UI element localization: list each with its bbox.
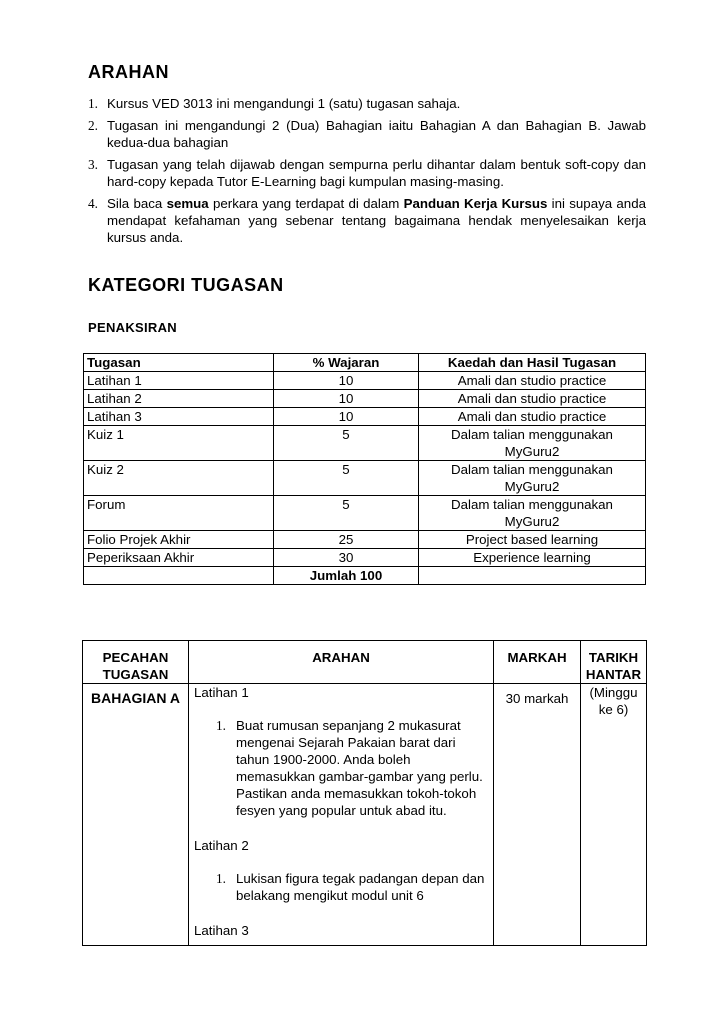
- tugasan-cell: Kuiz 1: [84, 426, 274, 461]
- document-page: [88, 58, 646, 585]
- header-wajaran: % Wajaran: [274, 354, 419, 372]
- latihan-2-label: Latihan 2: [194, 838, 249, 853]
- instruction-text: Sila baca: [107, 196, 167, 211]
- wajaran-cell: 5: [274, 496, 419, 531]
- instruction-text: perkara yang terdapat di dalam: [208, 196, 404, 211]
- penaksiran-table: [83, 353, 646, 585]
- latihan-1-list: [194, 717, 489, 819]
- penaksiran-heading: PENAKSIRAN: [88, 320, 177, 335]
- total-cell: Jumlah 100: [274, 567, 419, 585]
- instruction-text: Tugasan yang telah dijawab dengan sempurna perlu dihantar dalam bentuk soft-copy dan hard-copy kepada Tutor E-Learning bagi kumpulan masing-masing.: [107, 157, 646, 189]
- header-arahan: ARAHAN: [189, 641, 494, 684]
- latihan-1-item-text: Buat rumusan sepanjang 2 mukasurat mengenai Sejarah Pakaian barat dari tahun 1900-2000. Anda boleh memasukkan gambar-gambar yang perlu. Pastikan anda memasukkan tokoh-tokoh fesyen yang popular untuk abad itu.: [236, 718, 483, 818]
- wajaran-cell: 10: [274, 390, 419, 408]
- instruction-text: Kursus VED 3013 ini mengandungi 1 (satu) tugasan sahaja.: [107, 96, 461, 111]
- latihan-2-list: [194, 870, 489, 904]
- penaksiran-row: [84, 461, 646, 496]
- latihan-1-item-number: 1.: [216, 718, 226, 733]
- wajaran-cell: 5: [274, 461, 419, 496]
- penaksiran-row: [84, 496, 646, 531]
- kategori-heading: KATEGORI TUGASAN: [88, 275, 284, 295]
- tugasan-cell: Forum: [84, 496, 274, 531]
- kaedah-cell: Dalam talian menggunakan MyGuru2: [419, 461, 646, 496]
- tugasan-cell: Peperiksaan Akhir: [84, 549, 274, 567]
- header-tarikh-hantar: TARIKH HANTAR: [581, 641, 647, 684]
- penaksiran-row: [84, 372, 646, 390]
- penaksiran-header-row: [84, 354, 646, 372]
- kaedah-cell: Amali dan studio practice: [419, 408, 646, 426]
- markah-cell: 30 markah: [494, 684, 581, 946]
- instruction-number: 1.: [88, 96, 98, 111]
- pecahan-tugasan-table: [82, 640, 647, 946]
- penaksiran-row: [84, 426, 646, 461]
- instruction-number: 2.: [88, 118, 98, 133]
- header-markah: MARKAH: [494, 641, 581, 684]
- wajaran-cell: 10: [274, 408, 419, 426]
- tugasan-cell: Latihan 3: [84, 408, 274, 426]
- instruction-emphasis: semua: [166, 196, 209, 211]
- instruction-text: Tugasan ini mengandungi 2 (Dua) Bahagian iaitu Bahagian A dan Bahagian B. Jawab kedua-dua bahagian: [107, 118, 646, 150]
- penaksiran-row: [84, 408, 646, 426]
- penaksiran-row: [84, 390, 646, 408]
- arahan-heading: ARAHAN: [88, 62, 169, 82]
- instruction-number: 3.: [88, 157, 98, 172]
- header-kaedah: Kaedah dan Hasil Tugasan: [419, 354, 646, 372]
- latihan-3-label: Latihan 3: [194, 923, 249, 938]
- tugasan-cell: Latihan 1: [84, 372, 274, 390]
- kaedah-cell: Experience learning: [419, 549, 646, 567]
- latihan-2-item-text: Lukisan figura tegak padangan depan dan belakang mengikut modul unit 6: [236, 871, 485, 903]
- kaedah-cell: Amali dan studio practice: [419, 390, 646, 408]
- wajaran-cell: 30: [274, 549, 419, 567]
- latihan-2-item: [194, 870, 489, 904]
- tugasan-cell: Latihan 2: [84, 390, 274, 408]
- total-row: [84, 567, 646, 585]
- wajaran-cell: 25: [274, 531, 419, 549]
- header-tugasan: Tugasan: [84, 354, 274, 372]
- instruction-number: 4.: [88, 196, 98, 211]
- arahan-cell: [189, 684, 494, 946]
- wajaran-cell: 5: [274, 426, 419, 461]
- instruction-item: [88, 95, 646, 112]
- latihan-1-item: [194, 717, 489, 819]
- tugasan-cell: Folio Projek Akhir: [84, 531, 274, 549]
- pecahan-header-row: [83, 641, 647, 684]
- total-empty-cell: [84, 567, 274, 585]
- header-pecahan-tugasan: PECAHAN TUGASAN: [83, 641, 189, 684]
- bahagian-label: BAHAGIAN A: [83, 684, 189, 946]
- instruction-emphasis: Panduan Kerja Kursus: [403, 196, 548, 211]
- instruction-item: [88, 195, 646, 246]
- kaedah-cell: Dalam talian menggunakan MyGuru2: [419, 496, 646, 531]
- bahagian-a-row: [83, 684, 647, 946]
- instruction-item: [88, 117, 646, 151]
- kaedah-cell: Dalam talian menggunakan MyGuru2: [419, 426, 646, 461]
- kaedah-cell: Project based learning: [419, 531, 646, 549]
- total-empty-cell: [419, 567, 646, 585]
- instruction-text: ini supaya anda mendapat kefahaman yang sebenar tentang bagaimana hendak menyelesaikan kerja kursus anda.: [107, 196, 646, 245]
- tugasan-cell: Kuiz 2: [84, 461, 274, 496]
- instruction-item: [88, 156, 646, 190]
- kaedah-cell: Amali dan studio practice: [419, 372, 646, 390]
- penaksiran-row: [84, 549, 646, 567]
- instruction-list: [88, 95, 646, 246]
- latihan-2-item-number: 1.: [216, 871, 226, 886]
- wajaran-cell: 10: [274, 372, 419, 390]
- penaksiran-row: [84, 531, 646, 549]
- latihan-1-label: Latihan 1: [194, 685, 249, 700]
- tarikh-cell: (Minggu ke 6): [581, 684, 647, 946]
